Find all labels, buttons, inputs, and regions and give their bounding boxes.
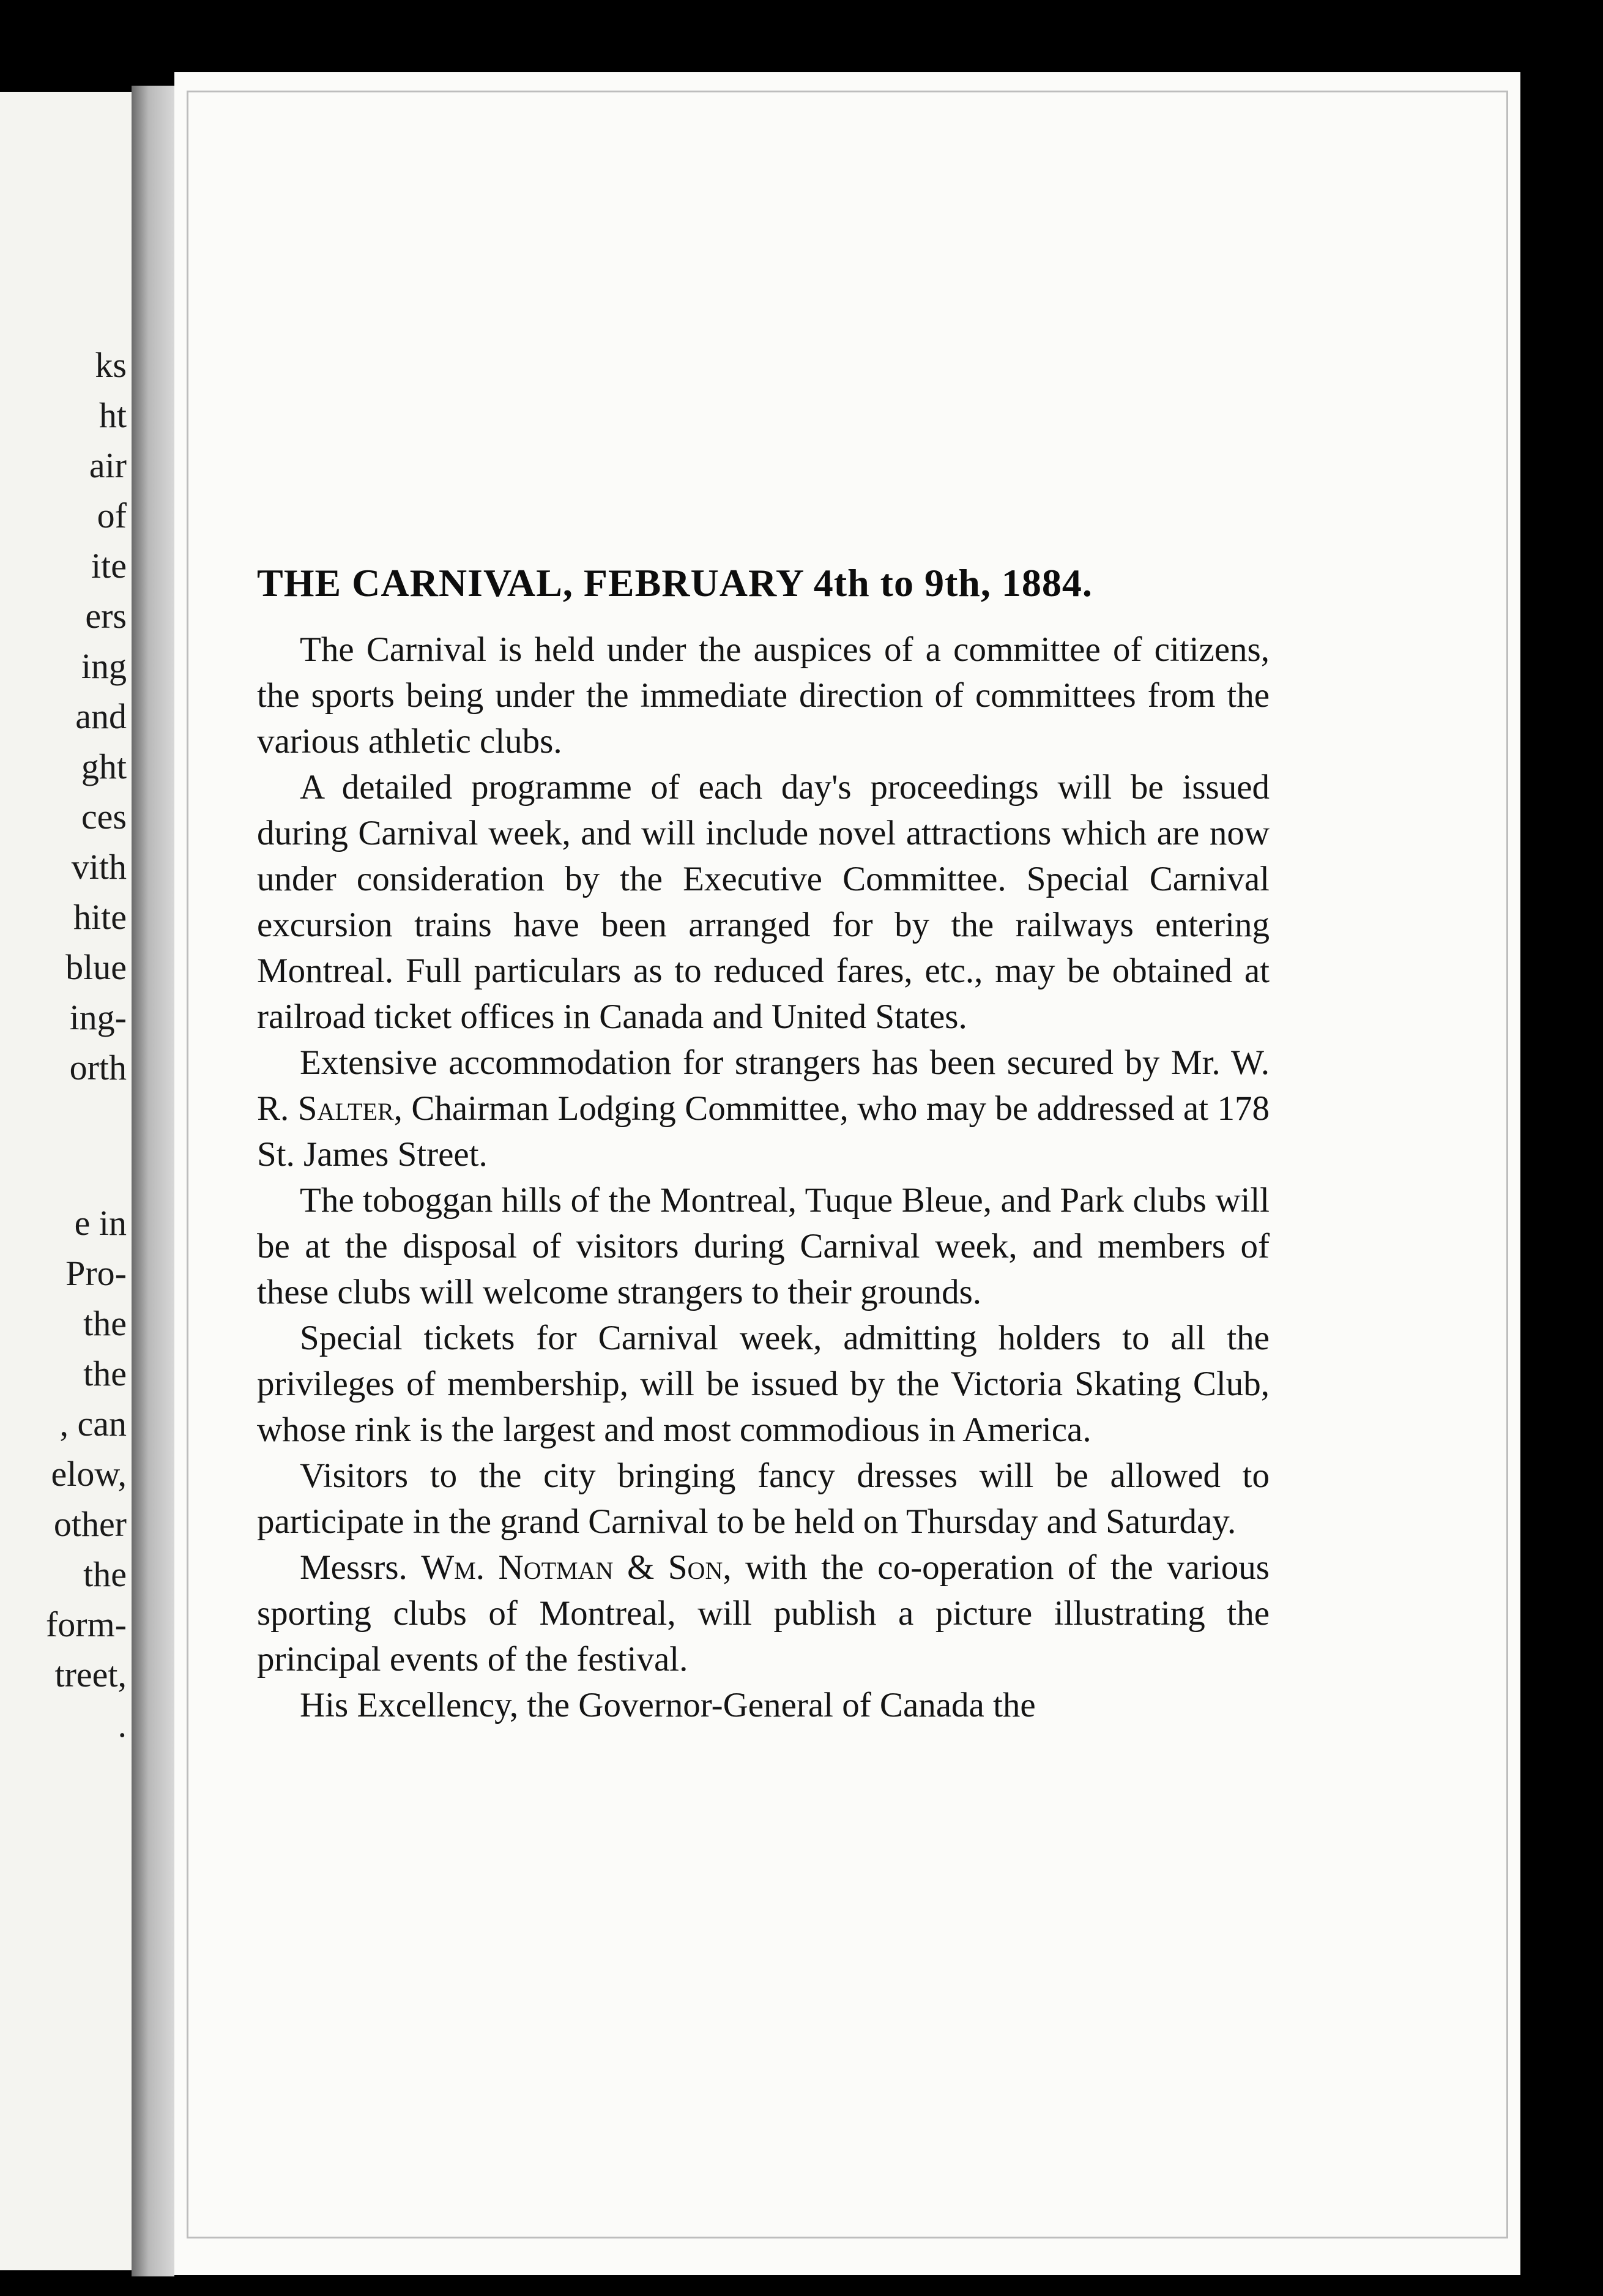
left-page-fragment: the <box>83 1354 127 1393</box>
left-page-fragment: e in <box>74 1203 127 1243</box>
person-name: Salter <box>297 1089 394 1128</box>
left-page-fragment: ght <box>81 747 127 786</box>
left-page-fragment: and <box>75 696 127 736</box>
book-gutter <box>132 86 174 2276</box>
left-page-fragment: Pro- <box>65 1253 127 1293</box>
left-page-fragment: treet, <box>54 1655 127 1694</box>
left-page-fragment: ers <box>85 596 127 636</box>
article-heading: THE CARNIVAL, FEBRUARY 4th to 9th, 1884. <box>257 561 1093 605</box>
paragraph-text: Extensive accommodation for strangers has been secured by Mr. W. R. <box>257 1043 1270 1128</box>
left-page-fragment: ks <box>95 345 127 385</box>
paragraph-text: Messrs. <box>300 1548 422 1587</box>
left-page-fragment: elow, <box>51 1454 127 1494</box>
left-page-fragment: other <box>53 1504 127 1544</box>
left-page-fragment: hite <box>73 897 127 937</box>
paragraph-text: , Chairman Lodging Committee, who may be addressed at 178 St. James Street. <box>257 1089 1270 1174</box>
paragraph: The Carnival is held under the auspices of a committee of citizens, the sports being under the immediate direction of committees from the various athletic clubs. <box>257 630 1270 761</box>
left-page-fragment: ces <box>81 797 127 837</box>
paragraph: The toboggan hills of the Montreal, Tuque Bleue, and Park clubs will be at the disposal of visitors during Carnival week, and members of these clubs will welcome strangers to their grounds. <box>257 1181 1270 1311</box>
paragraph <box>257 1545 1270 1682</box>
left-page-fragment: the <box>83 1303 127 1343</box>
left-page-fragment: of <box>97 496 127 535</box>
left-page-fragment: ing- <box>69 997 127 1037</box>
left-facing-page <box>0 92 132 2270</box>
left-page-fragment: blue <box>65 947 127 987</box>
left-page-fragment: ht <box>99 395 127 435</box>
firm-name: Wm. Notman & Son <box>421 1548 723 1587</box>
right-page <box>174 72 1520 2275</box>
paragraph <box>257 1040 1270 1177</box>
paragraph: His Excellency, the Governor-General of Canada the <box>300 1686 1036 1724</box>
left-page-fragment: form- <box>45 1605 127 1644</box>
scan-background-edge <box>1520 55 1603 2296</box>
paragraph: A detailed programme of each day's proceedings will be issued during Carnival week, and will include novel attractions which are now under consideration by the Executive Committee. Special Carnival excursion trains have been arranged for by the railways entering Montreal. Full particulars as to reduced fares, etc., may be obtained at railroad ticket offices in Canada and United States. <box>257 768 1270 1036</box>
left-page-fragment: the <box>83 1554 127 1594</box>
paragraph-text: , with the co-operation of the various sporting clubs of Montreal, will publish a picture illustrating the principal events of the festival. <box>257 1548 1270 1679</box>
left-page-fragment: orth <box>69 1048 127 1087</box>
left-page-fragment: ite <box>91 546 127 586</box>
left-page-fragment: . <box>117 1705 127 1745</box>
article-body <box>257 561 1270 1728</box>
left-page-fragment: , can <box>59 1404 127 1444</box>
paragraph: Visitors to the city bringing fancy dresses will be allowed to participate in the grand Carnival to be held on Thursday and Saturday. <box>257 1456 1270 1541</box>
left-page-fragment: vith <box>71 847 127 887</box>
left-page-fragment: ing <box>81 646 127 686</box>
paragraph: Special tickets for Carnival week, admitting holders to all the privileges of membership, will be issued by the Victoria Skating Club, whose rink is the largest and most commodious in America. <box>257 1319 1270 1449</box>
left-page-fragment: air <box>89 445 127 485</box>
